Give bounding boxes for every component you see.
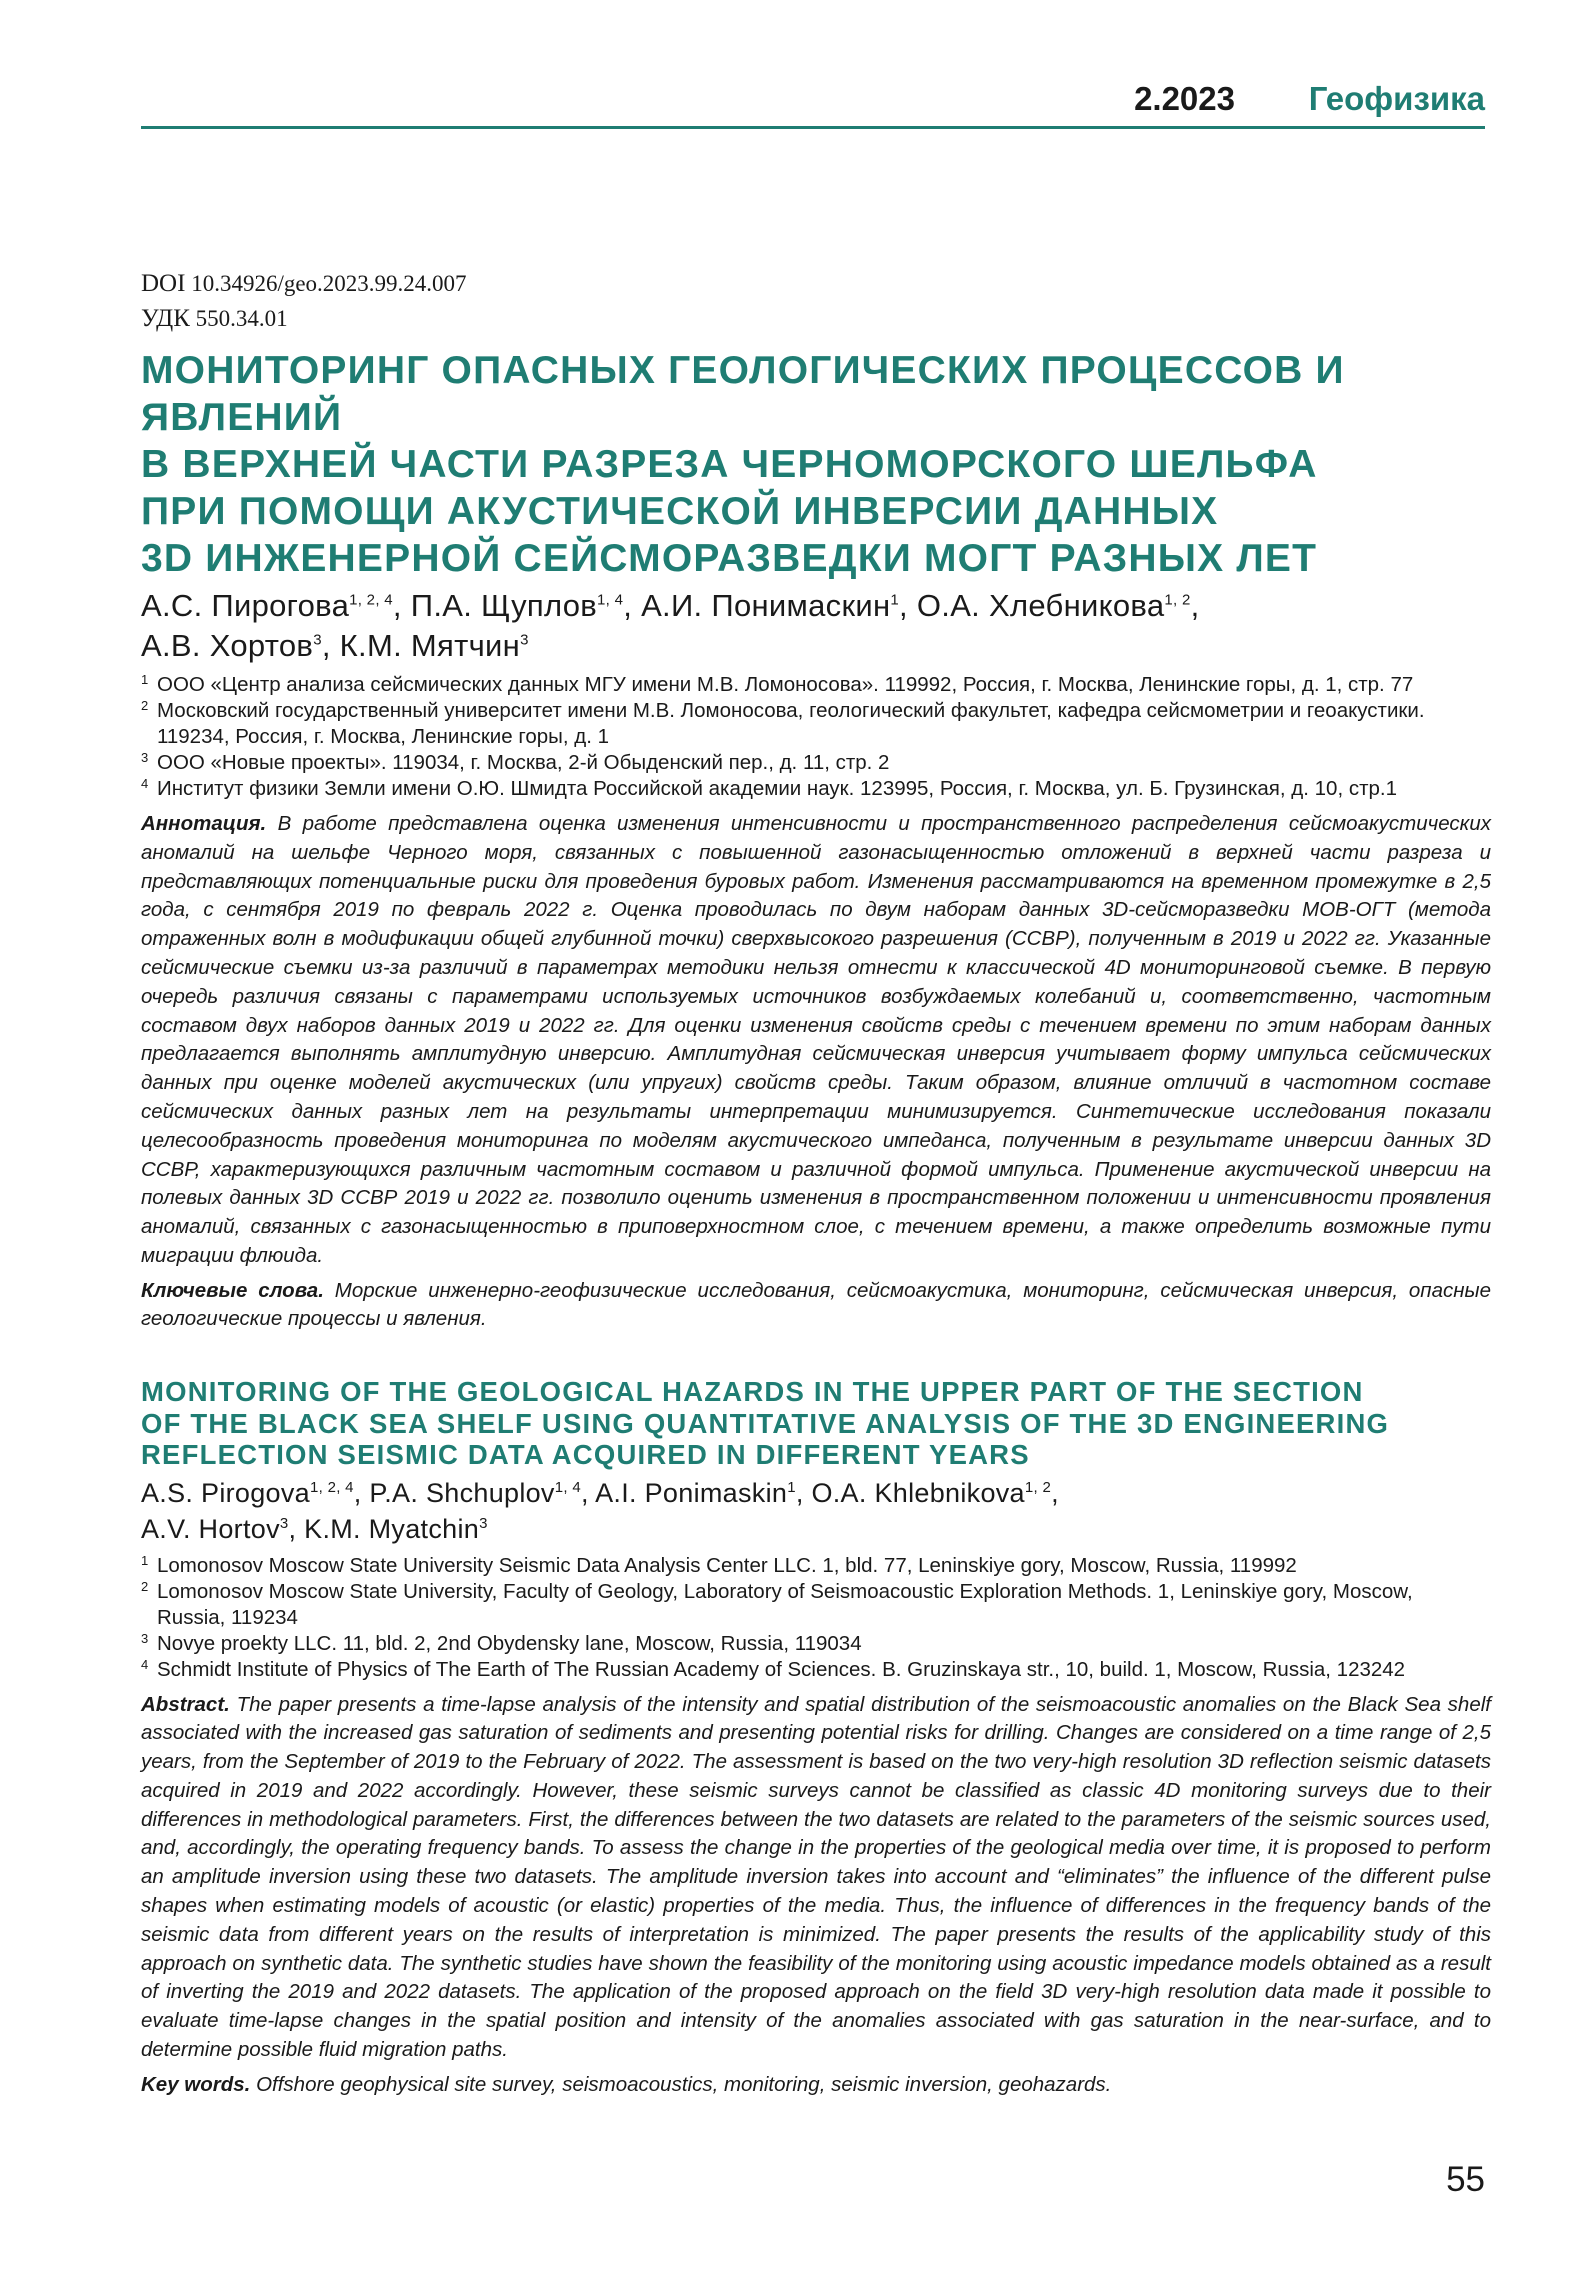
doi-value[interactable]: 10.34926/geo.2023.99.24.007 [191, 271, 467, 296]
title-en [141, 1376, 1491, 1471]
affiliation-text: Lomonosov Moscow State University, Faculty of Geology, Laboratory of Seismoacoustic Exploration Methods. 1, Leninskiye gory, Moscow, Russia, 119234 [157, 1579, 1413, 1629]
author: А.С. Пирогова [141, 588, 350, 623]
affiliation-number: 2 [141, 698, 149, 713]
title-line: ПРИ ПОМОЩИ АКУСТИЧЕСКОЙ ИНВЕРСИИ ДАННЫХ [141, 490, 1219, 533]
authors-en: A.S. Pirogova$^{1, 2, 4}$, P.A. Shchuplov$^{1, 4}$, A.I. Ponimaskin$^1$, O.A. Khlebnikova$^{1, 2}$, A.V. Hortov$^3$, K.M. Myatchin$^3$ [141, 1477, 1059, 1544]
abstract-en [141, 1691, 1491, 2065]
affiliation-text: Novye proekty LLC. 11, bld. 2, 2nd Obydensky lane, Moscow, Russia, 119034 [157, 1631, 862, 1655]
author: P.A. Shchuplov [369, 1477, 555, 1508]
issue-number: 2.2023 [1134, 80, 1235, 117]
abstract-text: The paper presents a time-lapse analysis of the intensity and spatial distribution of the seismoacoustic anomalies on the Black Sea shelf associated with the increased gas saturation of sediments and presenting potential risks for drilling. Changes are considered on a time range of 2,5 years, from the September of 2019 to the February of 2022. The assessment is based on the two very-high resolution 3D reflection seismic datasets acquired in 2019 and 2022 accordingly. However, these seismic surveys cannot be classified as classic 4D monitoring surveys due to their differences in methodological parameters. First, the differences between the two datasets are related to the parameters of the seismic sources used, and, accordingly, the operating frequency bands. To assess the change in the properties of the geological media over time, it is proposed to perform an amplitude inversion using these two datasets. The amplitude inversion takes into account and “eliminates” the influence of the different pulse shapes when estimating models of acoustic (or elastic) properties of the media. Thus, the influence of differences in the frequency bands of the seismic data from different years on the results of interpretation is minimized. The paper presents the results of the applicability study of this approach on synthetic data. The synthetic studies have shown the feasibility of the monitoring using acoustic impedance models obtained as a result of inverting the 2019 and 2022 datasets. The application of the proposed approach on the field 3D very-high resolution data made it possible to evaluate time-lapse changes in the spatial position and intensity of the anomalies associated with gas saturation in the near-surface, and to determine possible fluid migration paths. [141, 1692, 1491, 2062]
affiliation [141, 1631, 1486, 1657]
author-affiliation-ref: 3 [313, 631, 322, 649]
author: A.S. Pirogova [141, 1477, 310, 1508]
page-number: 55 [1446, 2160, 1485, 2199]
affiliation-number: 3 [141, 1630, 149, 1646]
russian-section [141, 347, 1491, 1333]
author: А.И. Понимаскин [641, 588, 891, 623]
keywords-text: Морские инженерно-геофизические исследования, сейсмоакустика, мониторинг, сейсмическая инверсия, опасные геологические процессы и явления. [141, 1278, 1491, 1330]
abstract-ru [141, 810, 1491, 1271]
udc-value: 550.34.01 [195, 306, 288, 331]
author: П.А. Щуплов [410, 588, 598, 623]
affiliation [141, 698, 1451, 750]
affiliation-number: 1 [141, 1552, 149, 1568]
author-affiliation-ref: 1, 2, 4 [349, 591, 393, 609]
affiliation-number: 2 [141, 1578, 149, 1594]
affiliation-text: ООО «Новые проекты». 119034, г. Москва, 2-й Обыденский пер., д. 11, стр. 2 [157, 751, 890, 774]
affiliation-text: Московский государственный университет имени М.В. Ломоносова, геологический факультет, кафедра сейсмометрии и геоакустики. 119234, Россия, г. Москва, Ленинские горы, д. 1 [157, 699, 1425, 748]
title-line: MONITORING OF THE GEOLOGICAL HAZARDS IN THE UPPER PART OF THE SECTION [141, 1376, 1364, 1407]
authors-ru: А.С. Пирогова$^{1, 2, 4}$, П.А. Щуплов$^{1, 4}$, А.И. Понимаскин$^1$, О.А. Хлебникова$^{1, 2}$, А.В. Хортов$^3$, К.М. Мятчин$^3$ [141, 588, 1200, 663]
author-affiliation-ref: 3 [520, 631, 529, 649]
affiliation [141, 1553, 1486, 1579]
author: O.A. Khlebnikova [811, 1477, 1025, 1508]
title-line: OF THE BLACK SEA SHELF USING QUANTITATIVE ANALYSIS OF THE 3D ENGINEERING [141, 1407, 1390, 1439]
affiliation-number: 1 [141, 672, 149, 687]
affiliation [141, 750, 1451, 776]
journal-name: Геофизика [1308, 80, 1485, 117]
affiliation-number: 4 [141, 776, 149, 791]
keywords-label: Ключевые слова. [141, 1278, 324, 1302]
header-rule [141, 126, 1485, 129]
running-header [141, 76, 1485, 126]
udc-label: УДК [141, 305, 190, 332]
affiliation-text: Lomonosov Moscow State University Seismic Data Analysis Center LLC. 1, bld. 77, Leninskiye gory, Moscow, Russia, 119992 [157, 1553, 1297, 1577]
author: А.В. Хортов [141, 628, 314, 663]
affiliation-text: ООО «Центр анализа сейсмических данных МГУ имени М.В. Ломоносова». 119992, Россия, г. Москва, Ленинские горы, д. 1, стр. 77 [157, 673, 1414, 696]
affiliation-number: 4 [141, 1656, 149, 1672]
author: К.М. Мятчин [339, 628, 521, 663]
author-affiliation-ref: 1, 4 [554, 1478, 581, 1496]
affiliation-text: Институт физики Земли имени О.Ю. Шмидта Российской академии наук. 123995, Россия, г. Москва, ул. Б. Грузинская, д. 10, стр.1 [157, 777, 1397, 800]
author: A.V. Hortov [141, 1513, 280, 1544]
author-affiliation-ref: 1, 2 [1024, 1478, 1052, 1496]
title-line: В ВЕРХНЕЙ ЧАСТИ РАЗРЕЗА ЧЕРНОМОРСКОГО ШЕЛЬФА [141, 443, 1318, 486]
author-affiliation-ref: 1, 2 [1164, 591, 1191, 609]
affiliations-en [141, 1553, 1486, 1683]
author: A.I. Ponimaskin [595, 1477, 788, 1508]
affiliation [141, 1657, 1486, 1683]
author-affiliation-ref: 1 [787, 1478, 796, 1496]
abstract-label: Аннотация. [141, 812, 267, 835]
affiliation [141, 776, 1451, 802]
author-affiliation-ref: 1, 2, 4 [310, 1478, 354, 1496]
author: K.M. Myatchin [304, 1513, 480, 1544]
doi-label: DOI [141, 270, 186, 297]
udc-line [141, 305, 288, 333]
keywords-text: Offshore geophysical site survey, seismoacoustics, monitoring, seismic inversion, geohazards. [256, 2072, 1112, 2096]
abstract-label: Abstract. [141, 1692, 230, 1716]
abstract-text: В работе представлена оценка изменения интенсивности и пространственного распределения сейсмоакустических аномалий на шельфе Черного моря, связанных с повышенной газонасыщенностью отложений в верхней части разреза и представляющих потенциальные риски для проведения буровых работ. Изменения рассматриваются на временном промежутке в 2,5 года, с сентября 2019 по февраль 2022 г. Оценка проводилась по двум наборам данных 3D-сейсморазведки МОВ-ОГТ (метода отраженных волн в модификации общей глубинной точки) сверхвысокого разрешения (ССВР), полученным в 2019 и 2022 гг. Указанные сейсмические съемки из-за различий в параметрах методики нельзя отнести к классической 4D мониторинговой съемке. В первую очередь различия связаны с параметрами используемых источников возбуждаемых колебаний и, соответственно, частотным составом двух наборов данных 2019 и 2022 гг. Для оценки изменения свойств среды с течением времени по этим наборам данных предлагается выполнять амплитудную инверсию. Амплитудная сейсмическая инверсия учитывает форму импульса сейсмических данных при оценке моделей акустических (или упругих) свойств среды. Таким образом, влияние отличий в частотном составе сейсмических данных разных лет на результаты интерпретации минимизируется. Синтетические исследования показали целесообразность проведения мониторинга по моделям акустического импеданса, полученным в результате инверсии данных 3D ССВР, характеризующихся различным частотным составом и различной формой импульса. Применение акустической инверсии на полевых данных 3D ССВР 2019 и 2022 гг. позволило оценить изменения в пространственном положении и интенсивности проявления аномалий, связанных с газонасыщенностью в приповерхностном слое, с течением времени, а также определить возможные пути миграции флюида. [141, 812, 1491, 1267]
title-line: REFLECTION SEISMIC DATA ACQUIRED IN DIFFERENT YEARS [141, 1439, 1030, 1470]
title-line: 3D ИНЖЕНЕРНОЙ СЕЙСМОРАЗВЕДКИ МОГТ РАЗНЫХ ЛЕТ [141, 537, 1318, 580]
author-affiliation-ref: 3 [279, 1514, 289, 1532]
affiliation [141, 672, 1451, 698]
affiliation-number: 3 [141, 750, 149, 765]
author-affiliation-ref: 1, 4 [597, 591, 624, 609]
keywords-en [141, 2071, 1491, 2099]
title-ru [141, 347, 1491, 582]
keywords-label: Key words. [141, 2072, 251, 2096]
title-line: МОНИТОРИНГ ОПАСНЫХ ГЕОЛОГИЧЕСКИХ ПРОЦЕССОВ И ЯВЛЕНИЙ [141, 349, 1345, 439]
keywords-ru [141, 1277, 1491, 1333]
author: О.А. Хлебникова [916, 588, 1165, 623]
author-affiliation-ref: 3 [479, 1514, 488, 1532]
english-section [141, 1376, 1491, 2099]
affiliations-ru [141, 672, 1451, 802]
author-affiliation-ref: 1 [890, 591, 900, 609]
affiliation-text: Schmidt Institute of Physics of The Earth of The Russian Academy of Sciences. B. Gruzinskaya str., 10, build. 1, Moscow, Russia, 123242 [157, 1657, 1406, 1681]
doi-line [141, 270, 467, 298]
affiliation [141, 1579, 1486, 1631]
